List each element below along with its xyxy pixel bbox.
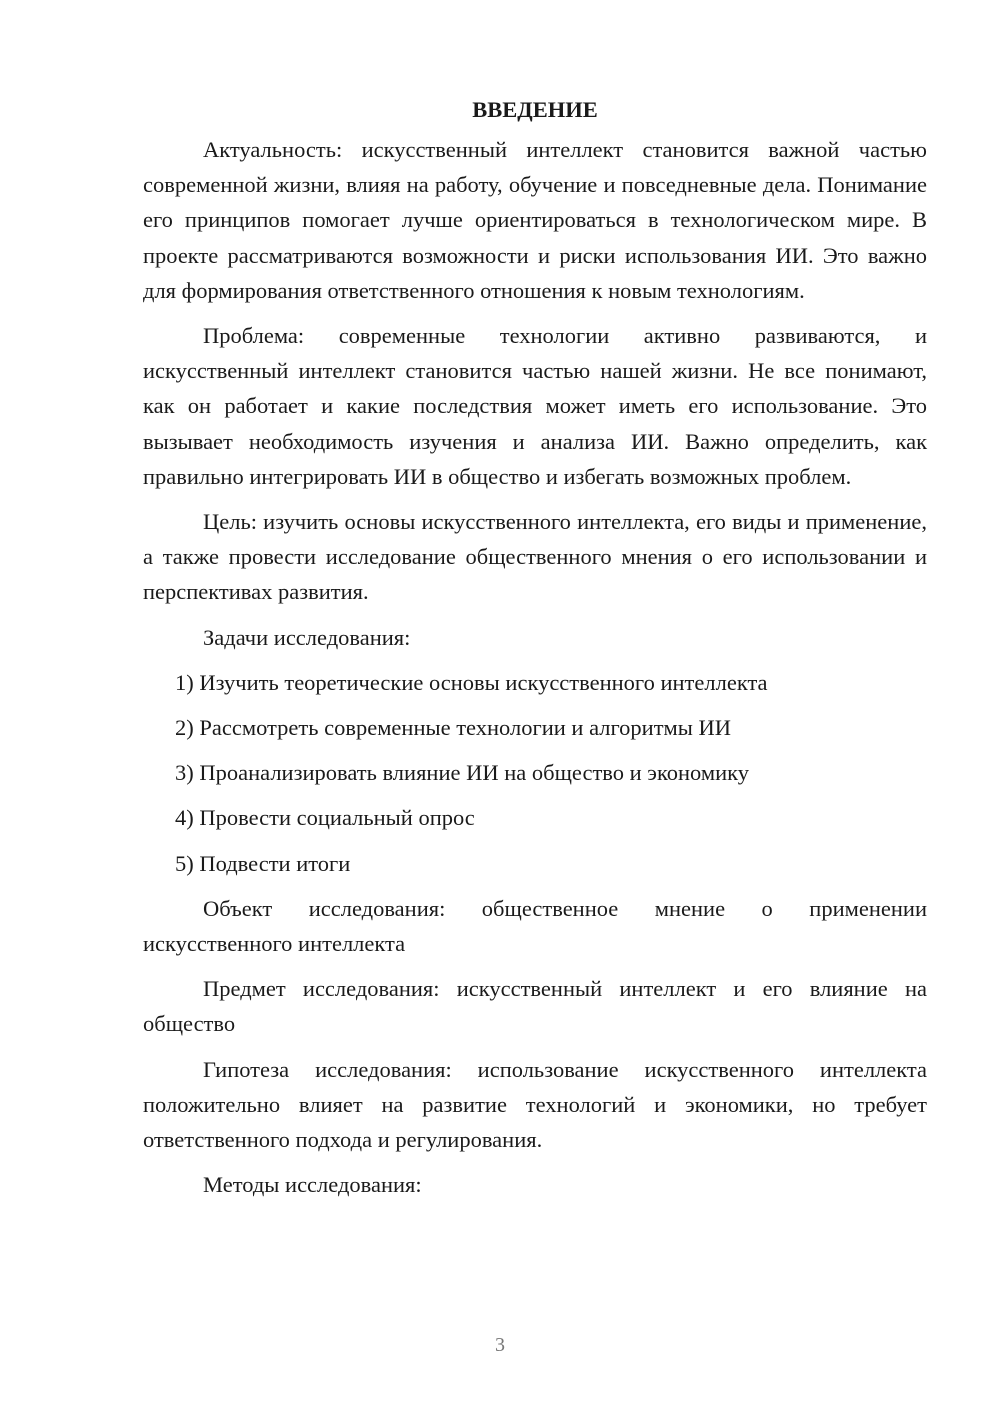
hypothesis-paragraph: Гипотеза исследования: использование искусственного интеллекта положительно влияет на развитие технологий и экономики, но требует ответственного подхода и регулирования. [143, 1056, 927, 1153]
methods-title: Методы исследования: [203, 1172, 422, 1198]
task-item: 2) Рассмотреть современные технологии и алгоритмы ИИ [175, 715, 732, 741]
page-number: 3 [495, 1334, 505, 1356]
page-content [143, 96, 927, 1212]
tasks-title: Задачи исследования: [203, 624, 411, 650]
task-item: 4) Провести социальный опрос [175, 805, 475, 831]
task-item: 1) Изучить теоретические основы искусственного интеллекта [175, 669, 768, 695]
relevance-paragraph: Актуальность: искусственный интеллект становится важной частью современной жизни, влияя на работу, обучение и повседневные дела. Понимание его принципов помогает лучше ориентироваться в технологическом мире. В проекте рассматриваются возможности и риски использования ИИ. Это важно для формирования ответственного отношения к новым технологиям. [143, 137, 927, 303]
task-item: 5) Подвести итоги [175, 850, 351, 876]
problem-paragraph: Проблема: современные технологии активно развиваются, и искусственный интеллект становится частью нашей жизни. Не все понимают, как он работает и какие последствия может иметь его использование. Это вызывает необходимость изучения и анализа ИИ. Важно определить, как правильно интегрировать ИИ в общество и избегать возможных проблем. [143, 323, 927, 489]
task-item: 3) Проанализировать влияние ИИ на общество и экономику [175, 760, 749, 786]
goal-paragraph: Цель: изучить основы искусственного интеллекта, его виды и применение, а также провести исследование общественного мнения о его использовании и перспективах развития. [143, 509, 927, 605]
subject-paragraph: Предмет исследования: искусственный интеллект и его влияние на общество [143, 976, 927, 1037]
object-paragraph: Объект исследования: общественное мнение о применении искусственного интеллекта [143, 895, 927, 957]
section-heading: ВВЕДЕНИЕ [472, 97, 598, 122]
tasks-list [143, 665, 927, 881]
